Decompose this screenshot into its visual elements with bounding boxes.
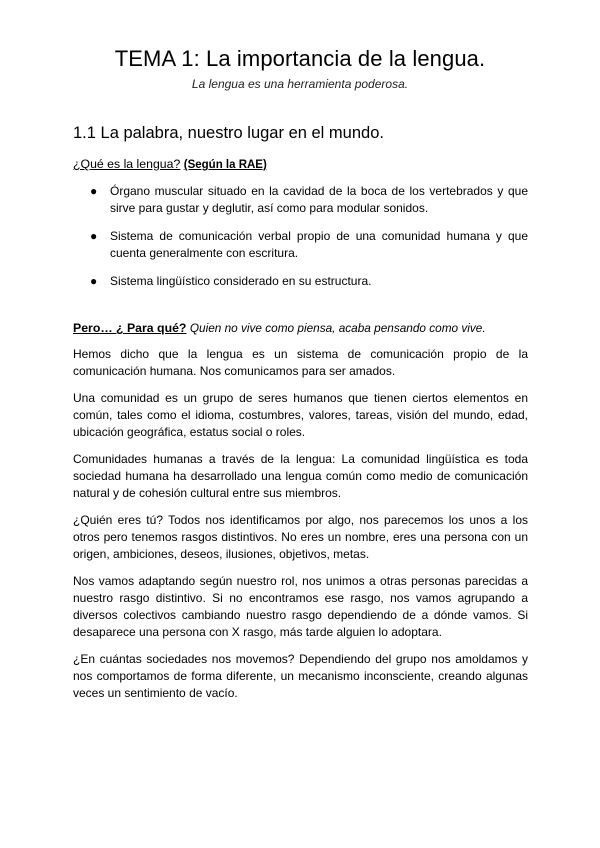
pero-line [73, 321, 533, 335]
bullet-icon: ● [90, 184, 98, 198]
pero-quote: Quien no vive como piensa, acaba pensando como vive. [189, 321, 486, 335]
list-item [73, 228, 528, 262]
paragraph: ¿Quién eres tú? Todos nos identificamos por algo, nos parecemos los unos a los otros pero tenemos rasgos distintivos. No eres un nombre, eres una persona con un origen, ambiciones, deseos, ilusiones, objetivos, metas. [73, 513, 528, 561]
definition-text: Órgano muscular situado en la cavidad de la boca de los vertebrados y que sirve para gustar y deglutir, así como para modular sonidos. [110, 184, 528, 215]
list-item [73, 183, 528, 217]
paragraph: Hemos dicho que la lengua es un sistema de comunicación propio de la comunicación humana. Nos comunicamos para ser amados. [73, 347, 528, 378]
pero-label: Pero… ¿ Para qué? [73, 321, 187, 335]
paragraph: Comunidades humanas a través de la lengua: La comunidad lingüística es toda sociedad humana ha desarrollado una lengua común como medio de comunicación natural y de cohesión cultural entre sus miembros. [73, 452, 528, 500]
paragraph: Una comunidad es un grupo de seres humanos que tienen ciertos elementos en común, tales como el idioma, costumbres, valores, tareas, visión del mundo, edad, ubicación geográfica, estatus social o roles. [73, 391, 528, 439]
paragraph: ¿En cuántas sociedades nos movemos? Dependiendo del grupo nos amoldamos y nos comportamos de forma diferente, un mecanismo inconsciente, creando algunas veces un sentimiento de vacío. [73, 652, 528, 700]
bullet-icon: ● [90, 229, 98, 243]
page-title: TEMA 1: La importancia de la lengua. [114, 46, 486, 71]
page-subtitle: La lengua es una herramienta poderosa. [191, 77, 409, 91]
question-source: (Según la RAE) [183, 159, 267, 171]
paragraph: Nos vamos adaptando según nuestro rol, nos unimos a otras personas parecidas a nuestro rasgo distintivo. Si no encontramos ese rasgo, nos vamos agrupando a diversos colectivos cambiando nuestro rasgo dependiendo de a dónde vamos. Si desaparece una persona con X rasgo, más tarde alguien lo adoptara. [73, 574, 528, 639]
definition-text: Sistema de comunicación verbal propio de una comunidad humana y que cuenta generalmente con escritura. [110, 229, 528, 260]
definition-text: Sistema lingüístico considerado en su estructura. [110, 274, 372, 288]
section-heading: 1.1 La palabra, nuestro lugar en el mundo. [73, 124, 384, 142]
list-item [73, 273, 528, 290]
definition-list [73, 183, 528, 301]
body-text [73, 346, 528, 712]
definition-question [73, 157, 267, 171]
bullet-icon: ● [90, 274, 98, 288]
question-text: ¿Qué es la lengua? [73, 157, 181, 171]
